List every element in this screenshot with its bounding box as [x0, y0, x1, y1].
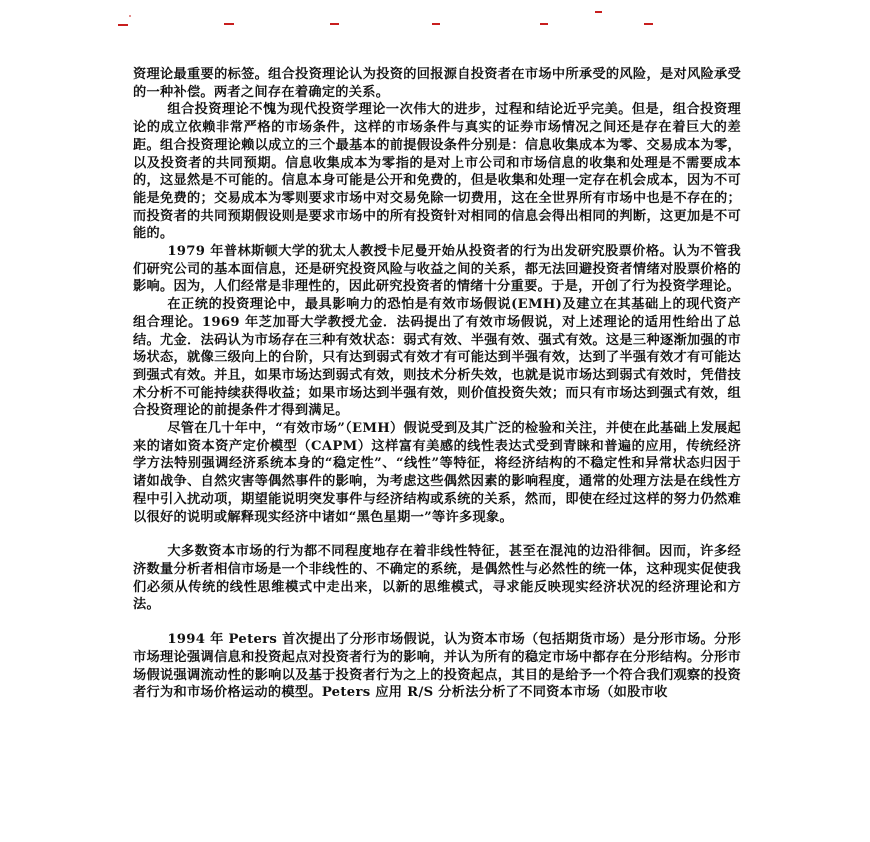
paragraph-7: 1994 年 Peters 首次提出了分形市场假说，认为资本市场（包括期货市场）是分形市场。分形市场理论强调信息和投资起点对投资者行为的影响，并认为所有的稳定市场中都存在分形结构。分形市场假说强调流动性的影响以及基于投资者行为之上的投资起点，其目的是给予一个符合我们观察的投资者行为和市场价格运动的模型。Peters 应用 R/S 分析法分析了不同资本市场（如股市收	[133, 632, 741, 701]
paragraph-6: 大多数资本市场的行为都不同程度地存在着非线性特征，甚至在混沌的边沿徘徊。因而，许多经济数量分析者相信市场是一个非线性的、不确定的系统，是偶然性与必然性的统一体，这种现实促使我们必须从传统的线性思维模式中走出来，以新的思维模式，寻求能反映现实经济状况的经济理论和方法。	[133, 544, 741, 613]
paragraph-4: 在正统的投资理论中，最具影响力的恐怕是有效市场假说(EMH)及建立在其基础上的现代资产组合理论。1969 年芝加哥大学教授尤金．法码提出了有效市场假说，对上述理论的适用性给出了总结。尤金．法码认为市场存在三种有效状态：弱式有效、半强有效、强式有效。这是三种逐渐加强的市场状态，就像三级向上的台阶，只有达到弱式有效才有可能达到半强有效，达到了半强有效才有可能达到强式有效。并且，如果市场达到弱式有效，则技术分析失效，也就是说市场达到弱式有效时，凭借技术分析不可能持续获得收益；如果市场达到半强有效，则价值投资失效；而只有市场达到强式有效，组合投资理论的前提条件才得到满足。	[133, 297, 741, 419]
paragraph-3: 1979 年普林斯顿大学的犹太人教授卡尼曼开始从投资者的行为出发研究股票价格。认为不管我们研究公司的基本面信息，还是研究投资风险与收益之间的关系，都无法回避投资者情绪对股票价格的影响。因为，人们经常是非理性的，因此研究投资者的情绪十分重要。于是，开创了行为投资学理论。	[133, 244, 741, 295]
top-scan-marks	[0, 0, 870, 40]
paragraph-1: 资理论最重要的标签。组合投资理论认为投资的回报源自投资者在市场中所承受的风险，是对风险承受的一种补偿。两者之间存在着确定的关系。	[133, 67, 741, 100]
document-page	[133, 66, 741, 702]
paragraph-5: 尽管在几十年中，“有效市场”（EMH）假说受到及其广泛的检验和关注，并使在此基础上发展起来的诸如资本资产定价模型（CAPM）这样富有美感的线性表达式受到青睐和普遍的应用，传统经济学方法特别强调经济系统本身的“稳定性”、“线性”等特征，将经济结构的不稳定性和异常状态归因于诸如战争、自然灾害等偶然事件的影响，为考虑这些偶然因素的影响程度，通常的处理方法是在线性方程中引入扰动项，期望能说明突发事件与经济结构或系统的关系，然而，即使在经过这样的努力仍然难以很好的说明或解释现实经济中诸如“黑色星期一”等许多现象。	[133, 421, 741, 525]
paragraph-2: 组合投资理论不愧为现代投资学理论一次伟大的进步，过程和结论近乎完美。但是，组合投资理论的成立依赖非常严格的市场条件，这样的市场条件与真实的证券市场情况之间还是存在着巨大的差距。组合投资理论赖以成立的三个最基本的前提假设条件分别是：信息收集成本为零、交易成本为零，以及投资者的共同预期。信息收集成本为零指的是对上市公司和市场信息的收集和处理是不需要成本的，这显然是不可能的。信息本身可能是公开和免费的，但是收集和处理一定存在机会成本，因为不可能是免费的；交易成本为零则要求市场中对交易免除一切费用，这在全世界所有市场中也是不存在的；而投资者的共同预期假设则是要求市场中的所有投资针对相同的信息会得出相同的判断，这更加是不可能的。	[133, 102, 741, 242]
